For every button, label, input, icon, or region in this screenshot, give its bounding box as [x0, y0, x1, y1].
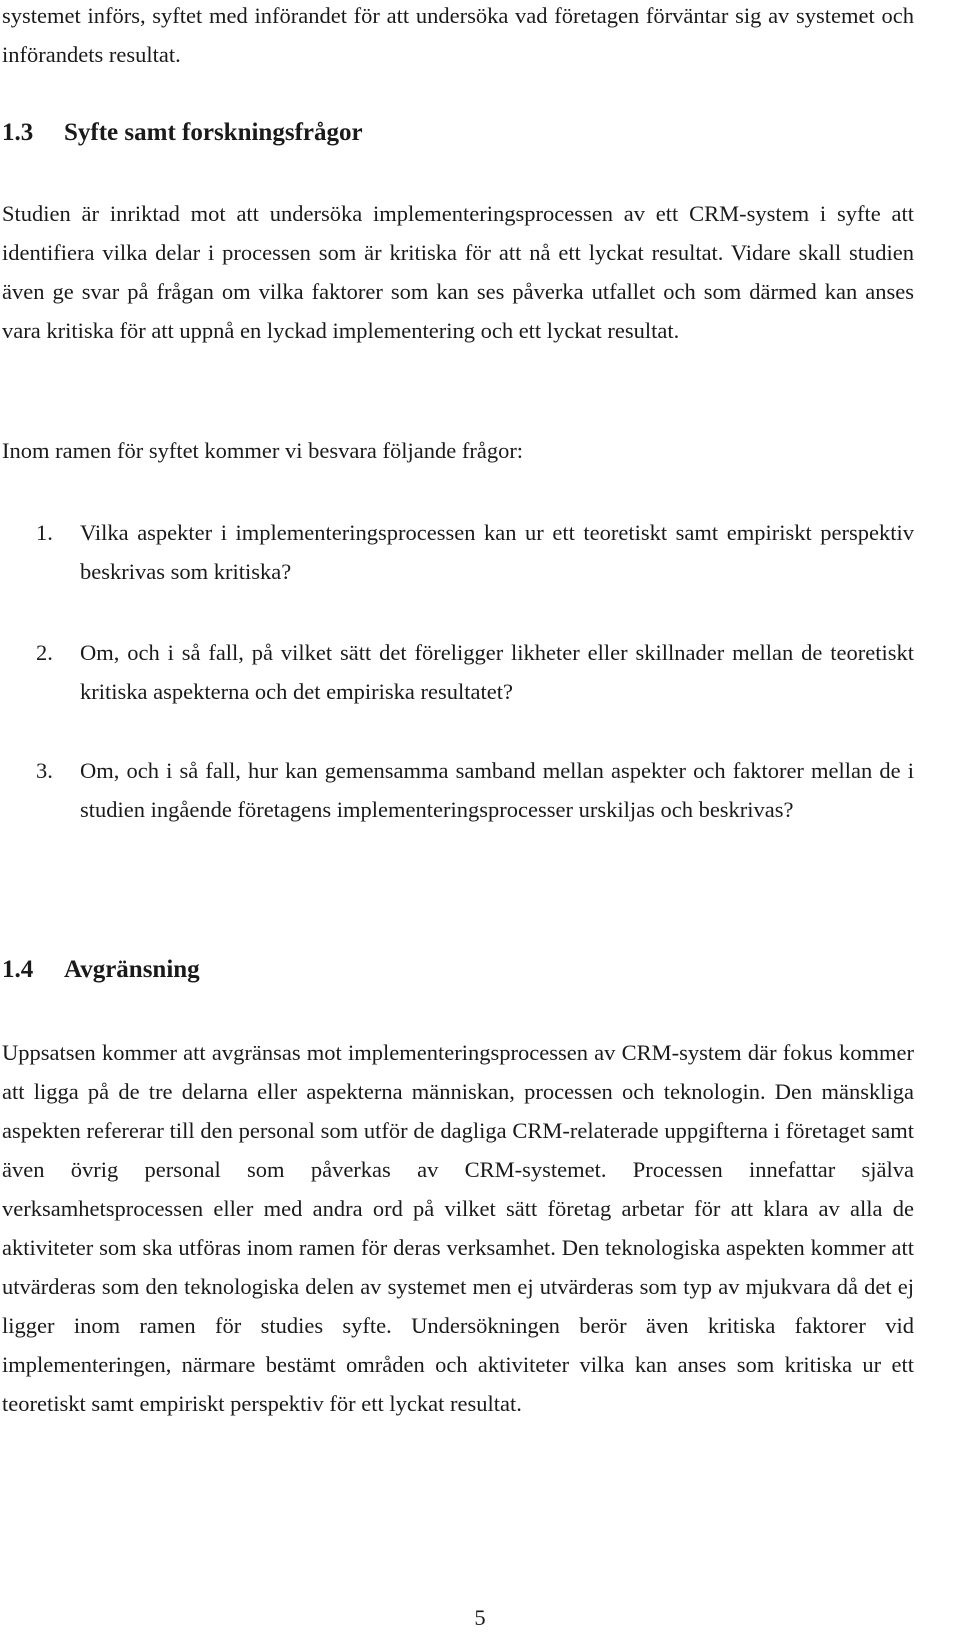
research-question-2: [36, 633, 914, 711]
section-number: 1.4: [2, 956, 34, 983]
section-title: Avgränsning: [64, 956, 200, 983]
question-number: 2.: [36, 640, 53, 665]
section-title: Syfte samt forskningsfrågor: [64, 119, 363, 146]
section-heading-1-3: [2, 113, 363, 153]
question-number: 3.: [36, 758, 53, 783]
section-heading-1-4: [2, 950, 200, 990]
delimitation-paragraph: Uppsatsen kommer att avgränsas mot implementeringsprocessen av CRM-system där fokus kommer att ligga på de tre delarna eller aspekterna människan, processen och teknologin. Den mänskliga aspekten refererar till den personal som utför de dagliga CRM-relaterade uppgifterna i företaget samt även övrig personal som påverkas av CRM-systemet. Processen innefattar själva verksamhetsprocessen eller med andra ord på vilket sätt företag arbetar för att klara av alla de aktiviteter som ska utföras inom ramen för deras verksamhet. Den teknologiska aspekten kommer att utvärderas som den teknologiska delen av systemet men ej utvärderas som typ av mjukvara då det ej ligger inom ramen för studies syfte. Undersökningen berör även kritiska faktorer vid implementeringen, närmare bestämt områden och aktiviteter vilka kan anses som kritiska ur ett teoretiskt samt empiriskt perspektiv för ett lyckat resultat.: [2, 1040, 914, 1416]
research-question-1: [36, 513, 914, 591]
page-number: 5: [474, 1605, 486, 1630]
question-text: Vilka aspekter i implementeringsprocessen kan ur ett teoretiskt samt empiriskt perspektiv beskrivas som kritiska?: [80, 520, 914, 584]
questions-intro: Inom ramen för syftet kommer vi besvara följande frågor:: [2, 438, 524, 463]
purpose-paragraph: Studien är inriktad mot att undersöka implementeringsprocessen av ett CRM-system i syfte att identifiera vilka delar i processen som är kritiska för att nå ett lyckat resultat. Vidare skall studien även ge svar på frågan om vilka faktorer som kan ses påverka utfallet och som därmed kan anses vara kritiska för att uppnå en lyckad implementering och ett lyckat resultat.: [2, 201, 914, 343]
question-text: Om, och i så fall, hur kan gemensamma samband mellan aspekter och faktorer mellan de i studien ingående företagens implementeringsprocesser urskiljas och beskrivas?: [80, 758, 914, 822]
research-question-3: [36, 751, 914, 829]
section-number: 1.3: [2, 119, 34, 146]
question-number: 1.: [36, 520, 53, 545]
intro-paragraph: systemet införs, syftet med införandet för att undersöka vad företagen förväntar sig av systemet och införandets resultat.: [2, 3, 914, 67]
question-text: Om, och i så fall, på vilket sätt det föreligger likheter eller skillnader mellan de teoretiskt kritiska aspekterna och det empiriska resultatet?: [80, 640, 914, 704]
